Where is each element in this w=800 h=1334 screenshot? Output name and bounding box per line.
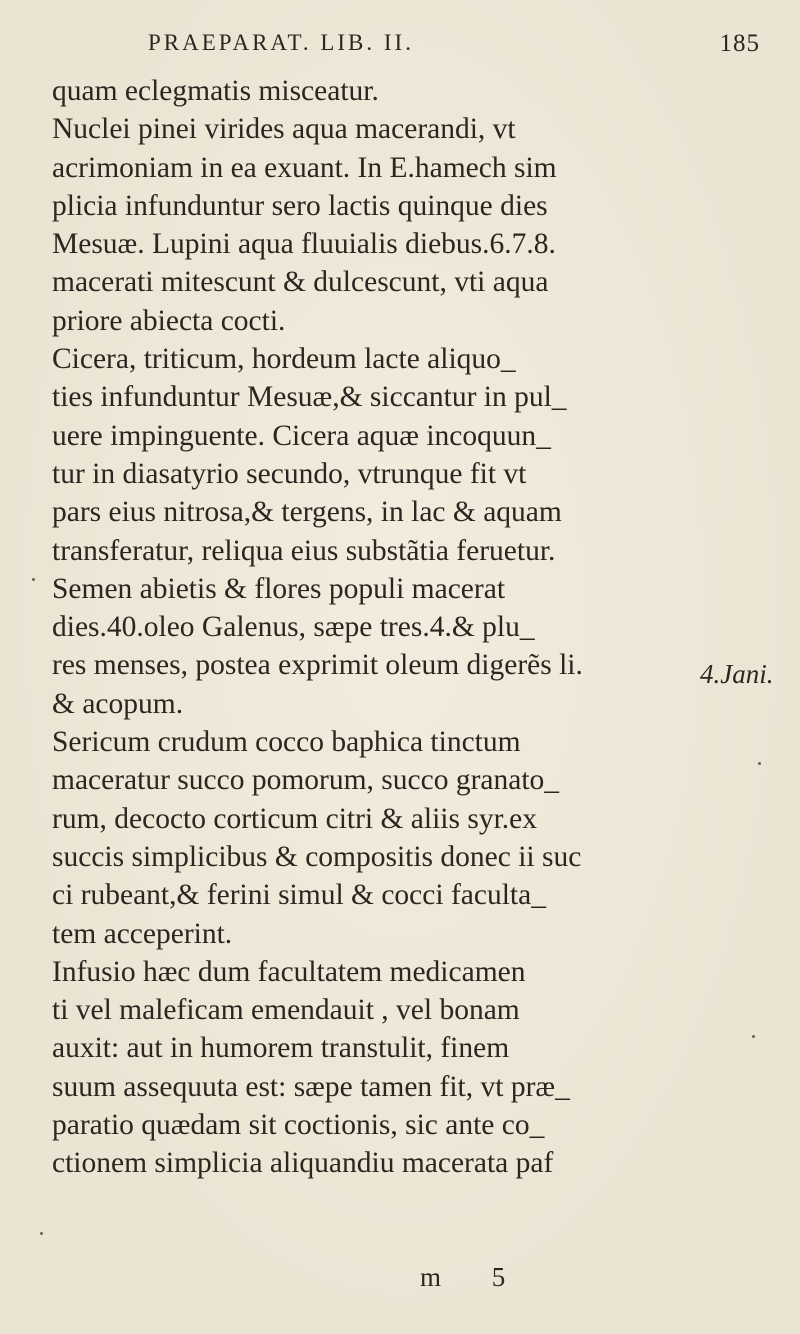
text-line: pars eius nitrosa,& tergens, in lac & aquam <box>52 496 562 529</box>
text-line: ctionem simplicia aliquandiu macerata paf <box>52 1147 554 1180</box>
text-line: transferatur, reliqua eius substãtia feruetur. <box>52 534 556 567</box>
text-line: plicia infunduntur sero lactis quinque dies <box>52 189 548 222</box>
text-line: Mesuæ. Lupini aqua fluuialis diebus.6.7.8. <box>52 228 556 261</box>
text-line: Infusio hæc dum facultatem medicamen <box>52 955 526 988</box>
text-line: Semen abietis & flores populi macerat <box>52 572 506 605</box>
text-line: ties infunduntur Mesuæ,& siccantur in pul_ <box>52 381 567 414</box>
text-line: acrimoniam in ea exuant. In E.hamech sim <box>52 151 557 184</box>
text-line: quam eclegmatis misceatur. <box>52 75 379 107</box>
text-line: & acopum. <box>52 687 184 720</box>
text-line: tur in diasatyrio secundo, vtrunque fit vt <box>52 457 527 490</box>
text-line: ti vel maleficam emendauit , vel bonam <box>52 994 520 1027</box>
text-line: dies.40.oleo Galenus, sæpe tres.4.& plu_ <box>52 611 535 644</box>
ink-speck <box>32 578 35 581</box>
text-line: Nuclei pinei virides aqua macerandi, vt <box>52 113 516 146</box>
text-line: maceratur succo pomorum, succo granato_ <box>52 764 560 797</box>
running-title: PRAEPARAT. LIB. II. <box>148 30 414 55</box>
text-line: tem acceperint. <box>52 917 233 950</box>
text-line: auxit: aut in humorem transtulit, finem <box>52 1032 510 1065</box>
text-line: Cicera, triticum, hordeum lacte aliquo_ <box>52 343 516 376</box>
page-number: 185 <box>719 30 760 57</box>
text-line: rum, decocto corticum citri & aliis syr.ex <box>52 802 537 835</box>
text-line: paratio quædam sit coctionis, sic ante co_ <box>52 1109 545 1142</box>
text-line: res menses, postea exprimit oleum digerẽs li. <box>52 649 583 682</box>
text-line: suum assequuta est: sæpe tamen fit, vt præ_ <box>52 1070 570 1103</box>
signature-mark: m 5 <box>420 1262 528 1292</box>
page-header <box>148 30 760 60</box>
text-line: ci rubeant,& ferini simul & cocci faculta_ <box>52 879 546 912</box>
ink-speck <box>40 1232 43 1235</box>
text-line: Sericum crudum cocco baphica tinctum <box>52 726 521 759</box>
text-line: uere impinguente. Cicera aquæ incoquun_ <box>52 419 551 452</box>
text-line: macerati mitescunt & dulcescunt, vti aqua <box>52 266 549 299</box>
body-text <box>52 72 692 1183</box>
marginal-note: 4.Jani. <box>700 659 774 689</box>
ink-speck <box>752 1035 755 1038</box>
ink-speck <box>758 762 761 765</box>
text-line: succis simplicibus & compositis donec ii suc <box>52 840 582 873</box>
text-line: priore abiecta cocti. <box>52 304 286 337</box>
